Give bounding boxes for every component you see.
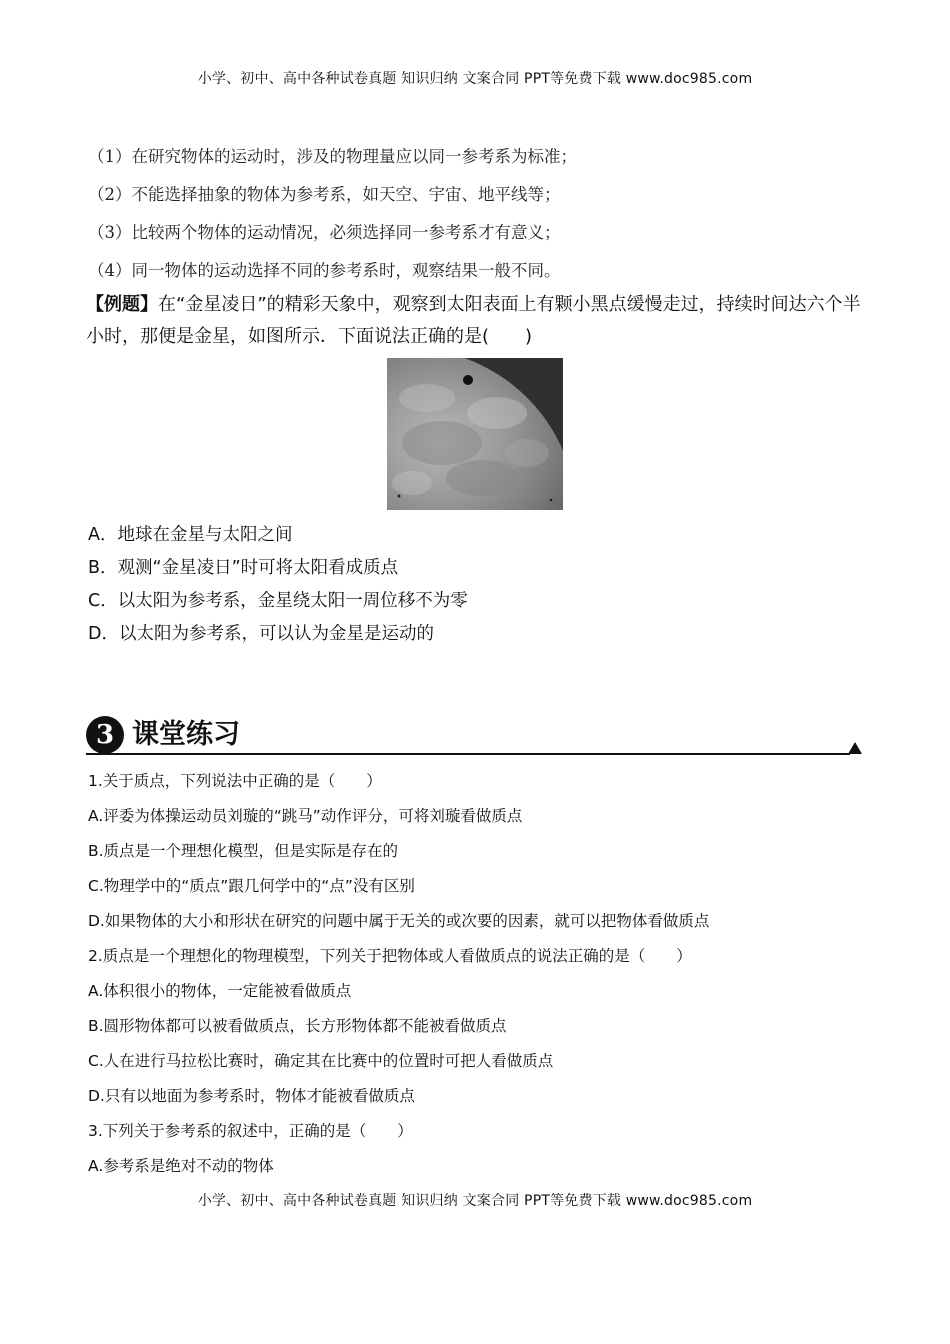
option-a: A．地球在金星与太阳之间 xyxy=(88,525,293,545)
practice-line: D.只有以地面为参考系时，物体才能被看做质点 xyxy=(88,1087,415,1105)
practice-line: A.体积很小的物体，一定能被看做质点 xyxy=(88,982,352,1000)
venus-dot xyxy=(463,375,473,385)
note-item: （4）同一物体的运动选择不同的参考系时，观察结果一般不同。 xyxy=(88,261,561,280)
option-b: B．观测“金星凌日”时可将太阳看成质点 xyxy=(88,558,399,578)
practice-line: A.参考系是绝对不动的物体 xyxy=(88,1157,274,1175)
practice-line: 2.质点是一个理想化的物理模型，下列关于把物体或人看做质点的说法正确的是（ ） xyxy=(88,947,692,965)
practice-line: C.人在进行马拉松比赛时，确定其在比赛中的位置时可把人看做质点 xyxy=(88,1052,554,1070)
section-divider xyxy=(86,753,850,755)
page-footer: 小学、初中、高中各种试卷真题 知识归纳 文案合同 PPT等免费下载 www.doc985.com xyxy=(197,1193,753,1209)
venus-transit-image xyxy=(387,358,563,510)
note-item: （1）在研究物体的运动时，涉及的物理量应以同一参考系为标准； xyxy=(88,147,577,166)
practice-line: 3.下列关于参考系的叙述中，正确的是（ ） xyxy=(88,1122,413,1140)
practice-questions xyxy=(88,765,878,1185)
practice-line: 1.关于质点，下列说法中正确的是（ ） xyxy=(88,772,382,790)
practice-line: A.评委为体操运动员刘璇的“跳马”动作评分，可将刘璇看做质点 xyxy=(88,807,523,825)
example-question xyxy=(86,289,876,353)
example-text: 在“金星凌日”的精彩天象中，观察到太阳表面上有颗小黑点缓慢走过，持续时间达六个半小时，那便是金星，如图所示．下面说法正确的是( ) xyxy=(86,294,861,347)
practice-line: C.物理学中的“质点”跟几何学中的“点”没有区别 xyxy=(88,877,415,895)
practice-line: B.质点是一个理想化模型，但是实际是存在的 xyxy=(88,842,399,860)
example-options xyxy=(88,519,868,651)
page-header: 小学、初中、高中各种试卷真题 知识归纳 文案合同 PPT等免费下载 www.doc985.com xyxy=(197,71,753,87)
reference-frame-notes xyxy=(88,144,888,296)
note-item: （3）比较两个物体的运动情况，必须选择同一参考系才有意义； xyxy=(88,223,561,242)
triangle-icon xyxy=(848,742,862,754)
practice-line: D.如果物体的大小和形状在研究的问题中属于无关的或次要的因素，就可以把物体看做质点 xyxy=(88,912,710,930)
option-c: C．以太阳为参考系，金星绕太阳一周位移不为零 xyxy=(88,591,468,611)
example-tag: 【例题】 xyxy=(86,294,158,315)
practice-line: B.圆形物体都可以被看做质点，长方形物体都不能被看做质点 xyxy=(88,1017,507,1035)
option-d: D．以太阳为参考系，可以认为金星是运动的 xyxy=(88,624,434,644)
note-item: （2）不能选择抽象的物体为参考系，如天空、宇宙、地平线等； xyxy=(88,185,561,204)
venus-transit-photo xyxy=(387,358,563,510)
section-title: 课堂练习 xyxy=(132,719,240,750)
section-number-badge: 3 xyxy=(86,716,124,754)
section-heading xyxy=(86,714,866,756)
